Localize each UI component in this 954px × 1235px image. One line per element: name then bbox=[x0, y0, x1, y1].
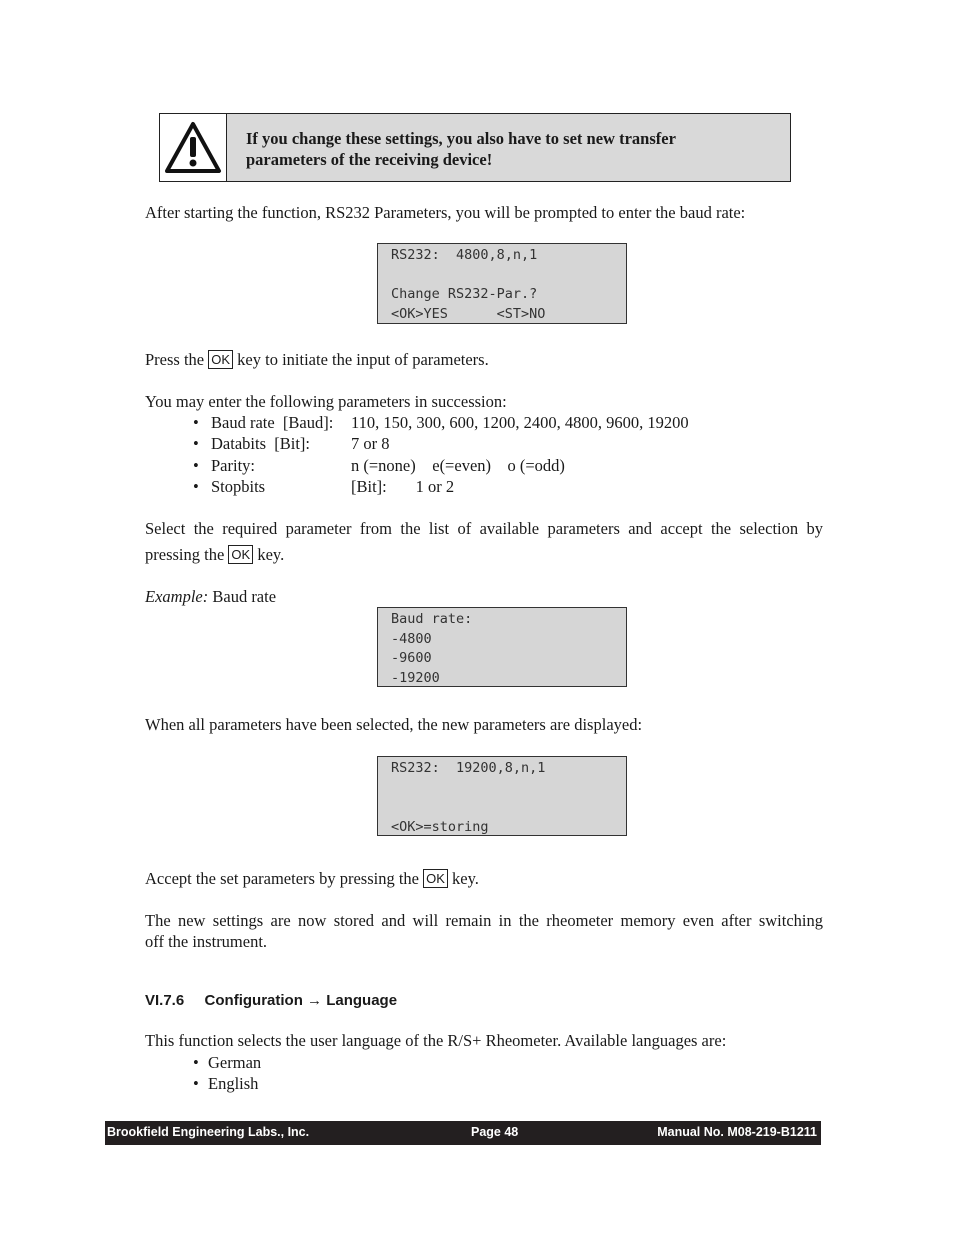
stored-paragraph-line-1: The new settings are now stored and will remain in the rheometer memory even after switching bbox=[145, 911, 823, 930]
page-footer bbox=[105, 1121, 821, 1145]
lcd-line bbox=[391, 266, 626, 286]
footer-manual-number: Manual No. M08-219-B1211 bbox=[657, 1125, 817, 1139]
params-intro: You may enter the following parameters in succession: bbox=[145, 392, 507, 411]
param-value: 7 or 8 bbox=[351, 434, 390, 453]
ok-key-label: OK bbox=[423, 869, 448, 888]
accept-paragraph bbox=[145, 868, 823, 889]
bullet-icon: • bbox=[193, 477, 199, 496]
section-number: VI.7.6 bbox=[145, 992, 185, 1009]
press-ok-paragraph bbox=[145, 349, 823, 370]
lcd-line: <OK>=storing bbox=[391, 818, 489, 835]
lcd-display-baud-rate bbox=[377, 607, 627, 687]
warning-line-1: If you change these settings, you also have to set new transfer bbox=[246, 129, 676, 148]
warning-box bbox=[159, 113, 791, 182]
bullet-icon: • bbox=[193, 1053, 199, 1072]
language-item: German bbox=[208, 1053, 262, 1072]
bullet-icon: • bbox=[193, 456, 199, 475]
lcd-line bbox=[391, 798, 626, 818]
text: key. bbox=[257, 545, 285, 564]
select-paragraph-line-2 bbox=[145, 544, 823, 565]
bullet-icon: • bbox=[193, 413, 199, 432]
stored-paragraph-line-2: off the instrument. bbox=[145, 932, 268, 951]
param-value: [Bit]: 1 or 2 bbox=[351, 477, 455, 496]
warning-line-2: parameters of the receiving device! bbox=[246, 150, 493, 169]
lcd-line: Baud rate: bbox=[391, 611, 473, 627]
lcd-line: -9600 bbox=[391, 650, 432, 666]
lcd-line: RS232: 19200,8,n,1 bbox=[391, 760, 546, 776]
intro-paragraph: After starting the function, RS232 Parameters, you will be prompted to enter the baud rate: bbox=[145, 203, 746, 222]
param-name: Databits [Bit]: bbox=[211, 434, 310, 453]
warning-icon-cell bbox=[160, 114, 227, 181]
text: key to initiate the input of parameters. bbox=[237, 350, 489, 369]
example-label: Example: bbox=[145, 587, 209, 606]
section-title: Configuration → Language bbox=[204, 992, 398, 1009]
lcd-line: <OK>YES <ST>NO bbox=[391, 305, 546, 322]
language-paragraph: This function selects the user language of the R/S+ Rheometer. Available languages are: bbox=[145, 1031, 727, 1050]
lcd-line: Change RS232-Par.? bbox=[391, 286, 538, 302]
param-value: 110, 150, 300, 600, 1200, 2400, 4800, 9600, 19200 bbox=[351, 413, 689, 432]
text: Press the bbox=[145, 350, 205, 369]
lcd-line: RS232: 4800,8,n,1 bbox=[391, 247, 538, 263]
bullet-icon: • bbox=[193, 434, 199, 453]
section-heading bbox=[145, 992, 397, 1009]
ok-key-label: OK bbox=[208, 350, 233, 369]
text: pressing the bbox=[145, 545, 225, 564]
lcd-display-rs232-storing bbox=[377, 756, 627, 836]
example-text: Baud rate bbox=[212, 587, 277, 606]
lcd-line bbox=[391, 779, 626, 799]
example-line bbox=[145, 586, 823, 607]
text: key. bbox=[452, 869, 479, 888]
param-name: Stopbits bbox=[211, 477, 266, 496]
all-selected-paragraph: When all parameters have been selected, the new parameters are displayed: bbox=[145, 715, 643, 734]
bullet-icon: • bbox=[193, 1074, 199, 1093]
warning-triangle-icon bbox=[164, 121, 222, 175]
text: Accept the set parameters by pressing the bbox=[145, 869, 419, 888]
footer-company: Brookfield Engineering Labs., Inc. bbox=[107, 1125, 310, 1139]
lcd-line: -4800 bbox=[391, 630, 432, 647]
param-name: Baud rate [Baud]: bbox=[211, 413, 334, 432]
select-paragraph-line-1: Select the required parameter from the list of available parameters and accept the selection by bbox=[145, 519, 823, 538]
param-value: n (=none) e(=even) o (=odd) bbox=[351, 456, 565, 475]
language-item: English bbox=[208, 1074, 259, 1093]
footer-page-number: Page 48 bbox=[471, 1125, 519, 1139]
param-name: Parity: bbox=[211, 456, 255, 475]
warning-message bbox=[227, 114, 706, 181]
lcd-line: -19200 bbox=[391, 669, 440, 686]
lcd-display-rs232-prompt bbox=[377, 243, 627, 324]
ok-key-label: OK bbox=[228, 545, 253, 564]
